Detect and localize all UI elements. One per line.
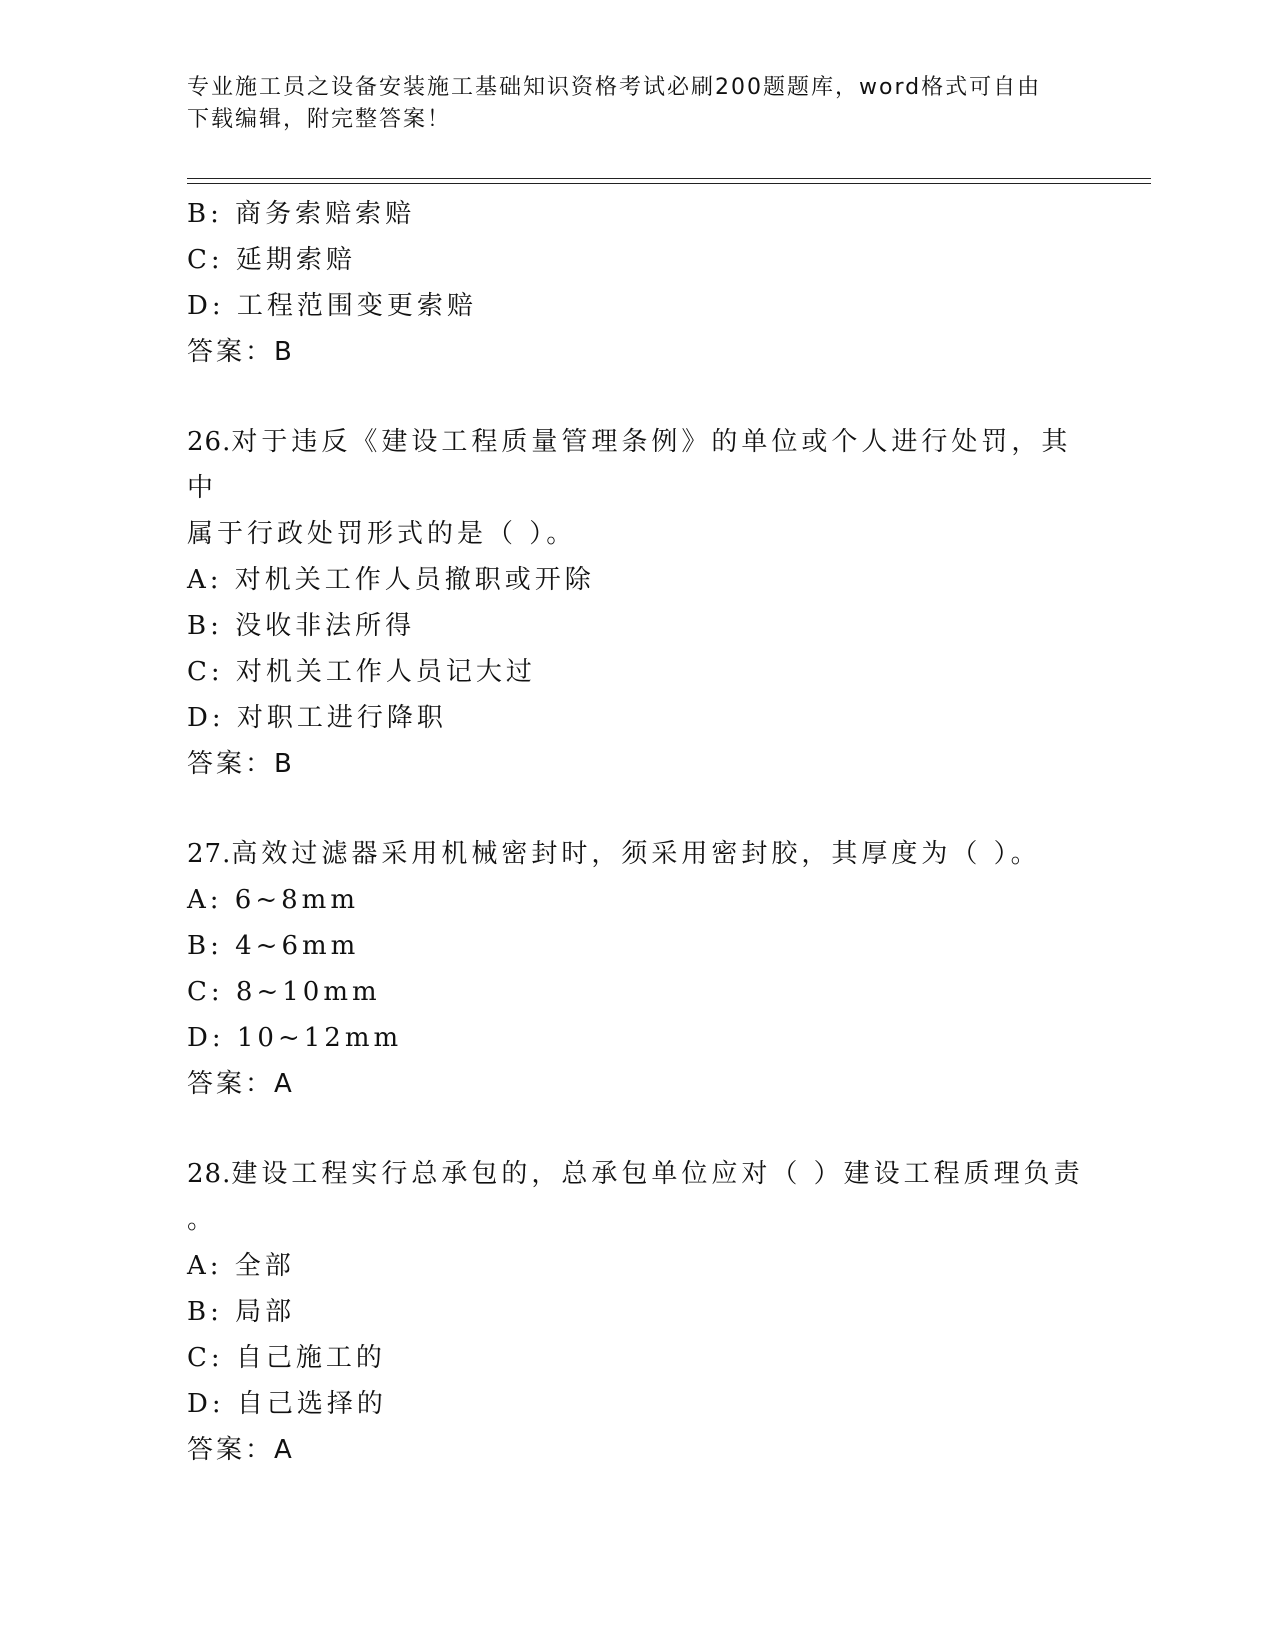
option-b: B: 商务索赔索赔 (187, 199, 416, 229)
answer-line: 答案：B (187, 337, 295, 367)
spacer (187, 375, 1087, 419)
answer-line: 答案：A (187, 1435, 295, 1465)
header-line-1: 专业施工员之设备安装施工基础知识资格考试必刷200题题库，word格式可自由 (187, 75, 1042, 100)
option-d: D: 自己选择的 (187, 1389, 387, 1419)
spacer (187, 1107, 1087, 1151)
question-block-partial (187, 191, 1087, 375)
option-c: C: 自己施工的 (187, 1343, 386, 1373)
option-a: A: 全部 (187, 1251, 295, 1281)
question-stem-line-1: 建设工程实行总承包的，总承包单位应对（ ）建设工程质理负责 (231, 1159, 1084, 1189)
option-c: C: 对机关工作人员记大过 (187, 657, 536, 687)
option-a: A: 6~8mm (187, 885, 359, 915)
option-b: B: 没收非法所得 (187, 611, 416, 641)
spacer (187, 787, 1087, 831)
question-stem-line-2: 属于行政处罚形式的是（ ）。 (187, 519, 577, 549)
question-stem-line-1: 高效过滤器采用机械密封时，须采用密封胶，其厚度为（ ）。 (231, 839, 1041, 869)
question-block-27 (187, 831, 1087, 1107)
question-number: 27. (187, 839, 232, 869)
option-d: D: 工程范围变更索赔 (187, 291, 477, 321)
option-b: B: 4~6mm (187, 931, 360, 961)
header-line-2: 下载编辑，附完整答案！ (187, 107, 452, 132)
question-block-28 (187, 1151, 1087, 1473)
question-number: 28. (187, 1159, 232, 1189)
question-list (187, 191, 1087, 1473)
option-d: D: 10~12mm (187, 1023, 403, 1053)
question-stem (187, 831, 1087, 877)
question-block-26 (187, 419, 1087, 787)
option-c: C: 延期索赔 (187, 245, 356, 275)
option-c: C: 8~10mm (187, 977, 381, 1007)
document-header (187, 72, 1067, 136)
option-b: B: 局部 (187, 1297, 296, 1327)
question-stem (187, 419, 1087, 557)
question-stem-line-1: 对于违反《建设工程质量管理条例》的单位或个人进行处罚，其中 (187, 427, 1072, 503)
header-divider-top (187, 178, 1151, 179)
question-stem-line-2: 。 (187, 1205, 218, 1235)
option-d: D: 对职工进行降职 (187, 703, 447, 733)
header-divider-bottom (187, 183, 1151, 184)
question-number: 26. (187, 427, 232, 457)
answer-line: 答案：B (187, 749, 295, 779)
option-a: A: 对机关工作人员撤职或开除 (187, 565, 595, 595)
answer-line: 答案：A (187, 1069, 295, 1099)
question-stem (187, 1151, 1087, 1243)
